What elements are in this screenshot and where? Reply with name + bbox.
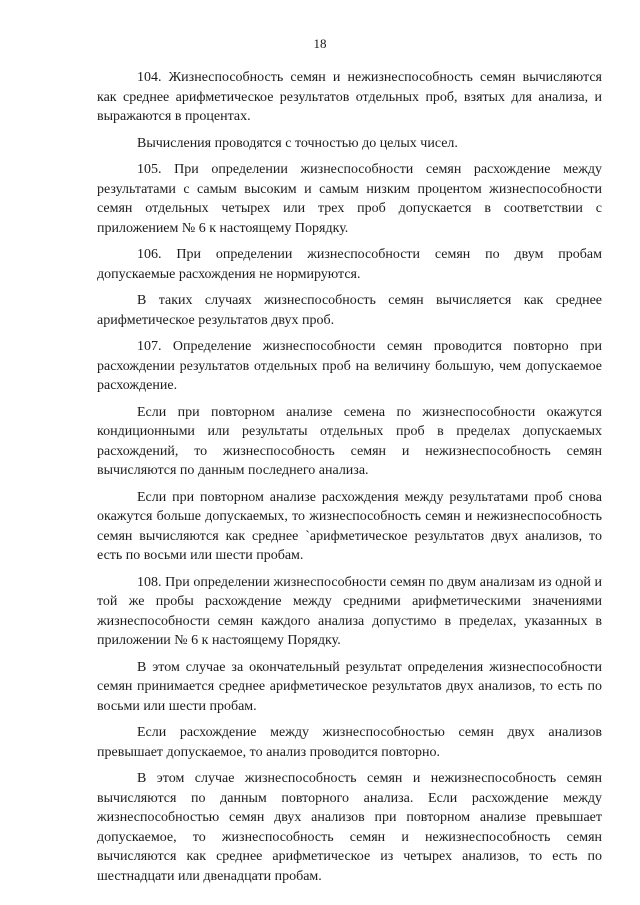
paragraph-107: 107. Определение жизнеспособности семян проводится повторно при расхождении результатов отдельных проб на величину большую, чем допускаемое расхождение. bbox=[97, 339, 602, 393]
paragraph-precision-note: Вычисления проводятся с точностью до целых чисел. bbox=[137, 135, 458, 151]
paragraph-104: 104. Жизнеспособность семян и нежизнеспособность семян вычисляются как среднее арифметическое результатов отдельных проб, взятых для анализа, и выражаются в процентах. bbox=[97, 70, 602, 124]
paragraph-two-samples-average: В таких случаях жизнеспособность семян вычисляется как среднее арифметическое результатов двух проб. bbox=[97, 293, 602, 328]
paragraph-108: 108. При определении жизнеспособности семян по двум анализам из одной и той же пробы расхождение между средними арифметическими значениями жизнеспособности семян каждого анализа допустимо в пределах, указанных в приложении № 6 к настоящему Порядку. bbox=[97, 574, 602, 648]
paragraph-four-analyses: В этом случае жизнеспособность семян и нежизнеспособность семян вычисляются по данным повторного анализа. Если расхождение между жизнеспособностью семян двух анализов при повторном анализе превышает допускаемое, то жизнеспособность семян и нежизнеспособность семян вычисляются как среднее арифметическое из четырех анализов, то есть по шестнадцати или двенадцати пробам. bbox=[97, 771, 602, 884]
paragraph-105: 105. При определении жизнеспособности семян расхождение между результатами с самым высоким и самым низким процентом жизнеспособности семян отдельных четырех или трех проб допускается в соответствии с приложением № 6 к настоящему Порядку. bbox=[97, 162, 602, 236]
paragraph-106: 106. При определении жизнеспособности семян по двум пробам допускаемые расхождения не нормируются. bbox=[97, 247, 602, 282]
paragraph-repeat-analysis: Если расхождение между жизнеспособностью семян двух анализов превышает допускаемое, то анализ проводится повторно. bbox=[97, 725, 602, 760]
page-number: 18 bbox=[313, 36, 327, 51]
paragraph-final-result: В этом случае за окончательный результат определения жизнеспособности семян принимается среднее арифметическое результатов двух анализов, то есть по восьми или шести пробам. bbox=[97, 659, 602, 714]
text-body bbox=[97, 68, 602, 893]
paragraph-repeat-exceeded: Если при повторном анализе расхождения между результатами проб снова окажутся больше допускаемых, то жизнеспособность семян и нежизнеспособность семян вычисляются как среднее `арифметическое результатов двух анализов, то есть по восьми или шести пробам. bbox=[97, 489, 602, 563]
paragraph-repeat-conditioned: Если при повторном анализе семена по жизнеспособности окажутся кондиционными или результаты отдельных проб в пределах допускаемых расхождений, то жизнеспособность семян и нежизнеспособность семян вычисляются по данным последнего анализа. bbox=[97, 404, 602, 478]
